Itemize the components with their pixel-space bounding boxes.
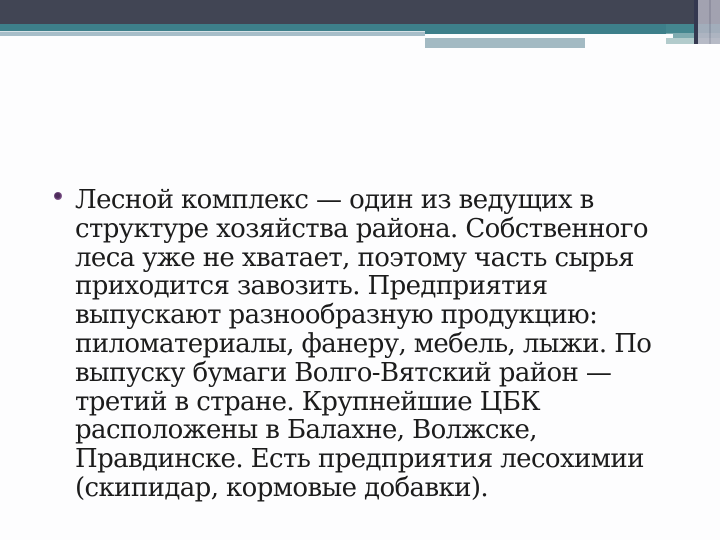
- bullet-text-line: выпуску бумаги Волго-Вятский район —: [75, 357, 612, 388]
- bullet-text-line: третий в стране. Крупнейшие ЦБК: [75, 386, 540, 417]
- bullet-text-line: структуре хозяйства района. Собственного: [75, 213, 648, 244]
- bullet-text-line: приходится завозить. Предприятия: [75, 271, 548, 302]
- bullet-marker-icon: [54, 192, 62, 200]
- bullet-text-line: леса уже не хватает, поэтому часть сырья: [75, 242, 634, 273]
- bullet-text-line: расположены в Балахне, Волжске,: [75, 415, 537, 446]
- bullet-text-line: (скипидар, кормовые добавки).: [75, 472, 489, 503]
- bullet-text: [75, 186, 651, 503]
- gray-accent-stripe-right: [425, 38, 585, 48]
- corner-vertical-stripes: [694, 0, 720, 44]
- bullet-text-line: Лесной комплекс — один из ведущих в: [75, 185, 594, 215]
- gray-accent-stripe-left: [0, 31, 425, 36]
- bullet-text-line: выпускают разнообразную продукцию:: [75, 300, 598, 331]
- bullet-text-line: Правдинске. Есть предприятия лесохимии: [75, 444, 644, 475]
- top-dark-bar: [0, 0, 720, 24]
- bullet-text-line: пиломатериалы, фанеру, мебель, лыжи. По: [75, 328, 652, 359]
